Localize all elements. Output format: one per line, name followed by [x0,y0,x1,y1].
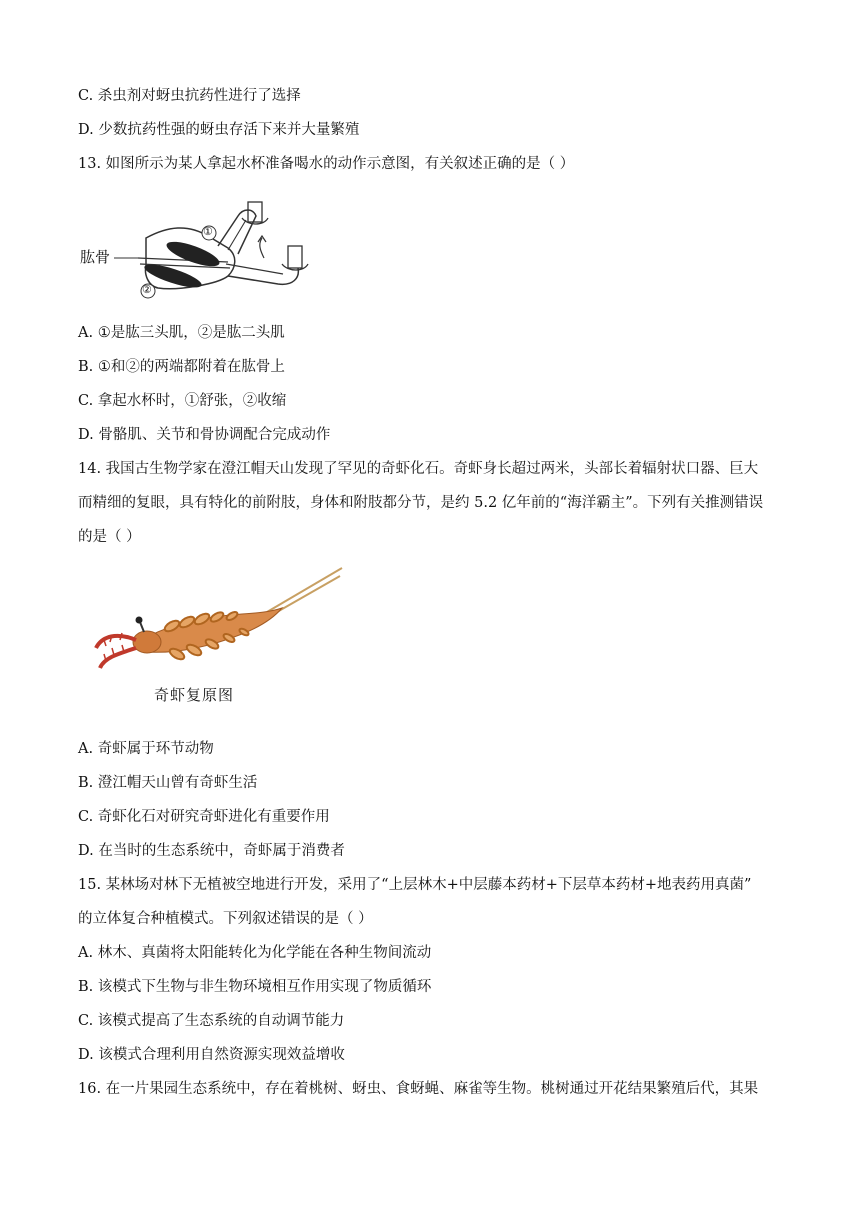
muscle-1-label: ① [203,225,213,238]
question-13-stem: 13. 如图所示为某人拿起水杯准备喝水的动作示意图，有关叙述正确的是（ ） [78,156,575,172]
question-15-option-a: A. 林木、真菌将太阳能转化为化学能在各种生物间流动 [78,945,432,961]
anomalocaris-caption: 奇虾复原图 [154,686,235,704]
question-14-option-d: D. 在当时的生态系统中，奇虾属于消费者 [78,843,345,859]
question-13-option-c: C. 拿起水杯时，①舒张，②收缩 [78,393,287,409]
question-14-option-b: B. 澄江帽天山曾有奇虾生活 [78,775,258,791]
question-13-option-d: D. 骨骼肌、关节和骨协调配合完成动作 [78,427,331,443]
question-13-option-b: B. ①和②的两端都附着在肱骨上 [78,359,285,375]
humerus-label: 肱骨 [80,248,111,266]
question-12-option-d: D. 少数抗药性强的蚜虫存活下来并大量繁殖 [78,122,360,138]
arm-muscle-figure [78,196,328,308]
question-12-option-c: C. 杀虫剂对蚜虫抗药性进行了选择 [78,88,301,104]
question-14-stem-line-3: 的是（ ） [78,529,141,545]
muscle-2-label: ② [142,283,152,296]
question-14-stem-line-1: 14. 我国古生物学家在澄江帽天山发现了罕见的奇虾化石。奇虾身长超过两米，头部长着辐射状口器、巨大 [78,461,759,477]
question-15-stem-line-2: 的立体复合种植模式。下列叙述错误的是（ ） [78,911,373,927]
question-15-stem-line-1: 15. 某林场对林下无植被空地进行开发，采用了“上层林木+中层藤本药材+下层草本药材+地表药用真菌” [78,877,752,893]
question-14-option-a: A. 奇虾属于环节动物 [78,741,214,757]
question-15-option-d: D. 该模式合理利用自然资源实现效益增收 [78,1047,345,1063]
question-15-option-c: C. 该模式提高了生态系统的自动调节能力 [78,1013,345,1029]
question-13-option-a: A. ①是肱三头肌，②是肱二头肌 [78,325,285,341]
question-14-stem-line-2: 而精细的复眼，具有特化的前附肢，身体和附肢都分节，是约 5.2 亿年前的“海洋霸主”。下列有关推测错误 [78,495,764,511]
question-15-option-b: B. 该模式下生物与非生物环境相互作用实现了物质循环 [78,979,432,995]
question-14-option-c: C. 奇虾化石对研究奇虾进化有重要作用 [78,809,330,825]
anomalocaris-figure [92,562,352,712]
question-16-stem-line-1: 16. 在一片果园生态系统中，存在着桃树、蚜虫、食蚜蝇、麻雀等生物。桃树通过开花结果繁殖后代，其果 [78,1081,759,1097]
